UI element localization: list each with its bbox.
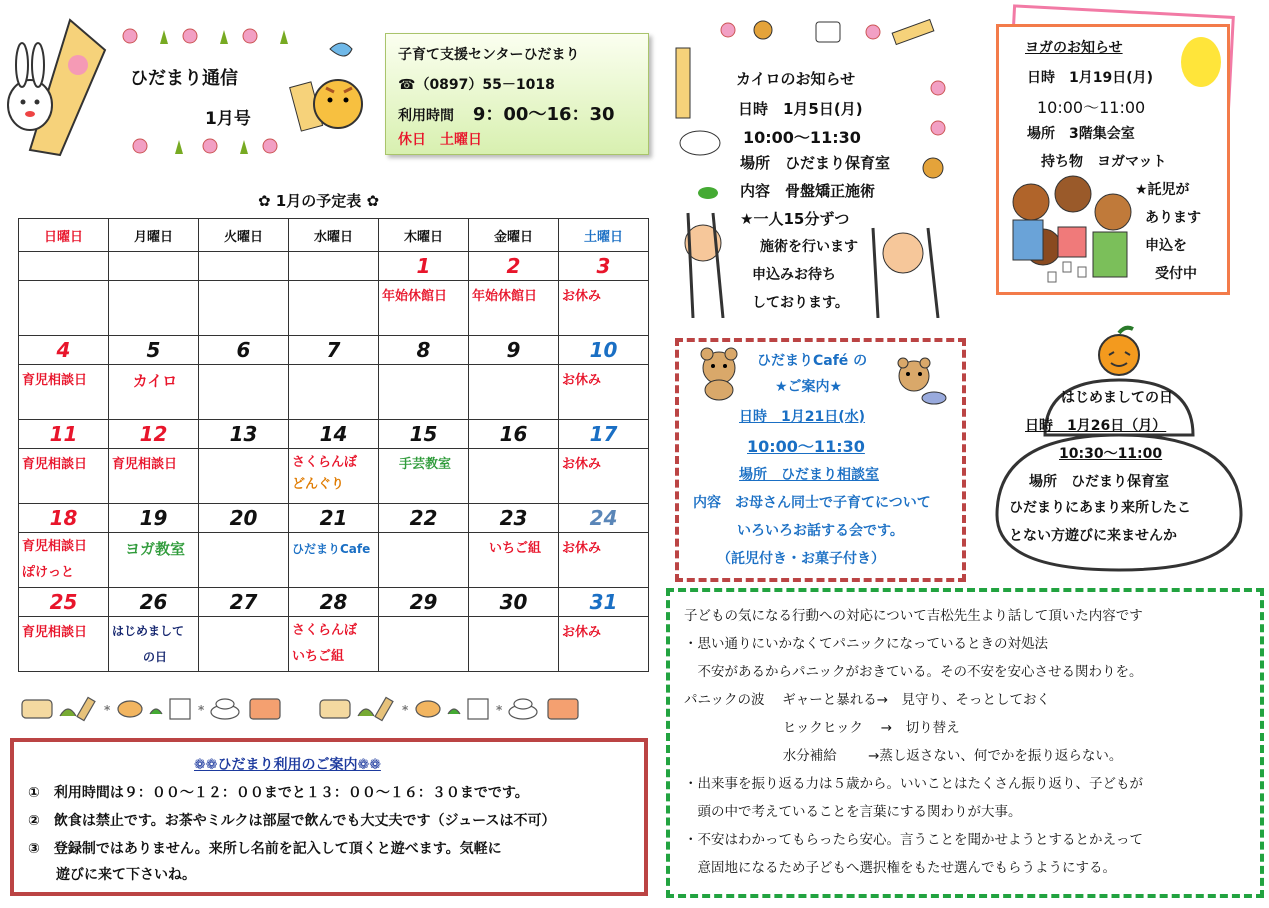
cafe-place: 場所 ひだまり相談室: [739, 467, 879, 483]
event-cell: [559, 449, 649, 504]
event-label: 育児相談日: [112, 457, 178, 472]
event-cell: [109, 617, 199, 672]
event-label: お休み: [562, 373, 602, 388]
event-label: さくらんぼ: [292, 623, 358, 638]
cafe-date: 日時 1月21日(水): [739, 409, 866, 425]
event-label: お休み: [562, 541, 602, 556]
event-label: いちご組: [488, 541, 541, 556]
cafe-note: （託児付き・お菓子付き）: [717, 551, 885, 567]
day-cell: [19, 252, 109, 281]
advice-line: パニックの波 ギャーと暴れる→ 見守り、そっとしておく: [684, 692, 1051, 708]
day-number: 2: [506, 254, 521, 278]
event-cell: [199, 365, 289, 420]
usage-guide-box: [10, 738, 648, 896]
advice-line: 意固地になるため子どもへ選択権をもたせ選んでもらうようにする。: [684, 860, 1116, 876]
kairo-note: ★一人15分ずつ: [740, 210, 850, 228]
day-number: 13: [229, 422, 258, 446]
day-number: 12: [139, 422, 168, 446]
cafe-time: 10:00～11:30: [747, 437, 865, 456]
event-label: 育児相談日: [22, 539, 88, 554]
day-number: 24: [589, 506, 618, 530]
usage-line: ③ 登録制ではありません。来所し名前を記入して頂くと遊べます。気軽に: [28, 841, 502, 857]
kairo-time: 10:00～11:30: [743, 128, 861, 147]
day-cell: [559, 588, 649, 617]
event-cell: [199, 449, 289, 504]
day-cell: [109, 588, 199, 617]
calendar-week-5-events: [19, 617, 649, 672]
weekday-fri: 金曜日: [469, 219, 559, 252]
event-label: 育児相談日: [22, 625, 88, 640]
day-number: 27: [229, 590, 258, 614]
chiropractic-notice: [668, 18, 953, 318]
svg-text:*: *: [496, 703, 503, 717]
day-cell: [469, 504, 559, 533]
day-number: 7: [326, 338, 341, 362]
yoga-date: 日時 1月19日(月): [1027, 70, 1154, 86]
event-cell: [19, 449, 109, 504]
event-label: カイロ: [132, 372, 178, 390]
day-cell: [559, 336, 649, 365]
weekday-mon: 月曜日: [109, 219, 199, 252]
yoga-notice-box: [996, 24, 1230, 295]
day-number: 22: [409, 506, 438, 530]
day-number: 21: [319, 506, 348, 530]
event-label: さくらんぼ: [292, 455, 358, 470]
event-cell: [109, 365, 199, 420]
day-number: 25: [49, 590, 78, 614]
day-number: 10: [589, 338, 618, 362]
newsletter-title: ひだまり通信: [130, 68, 238, 89]
day-cell: [379, 420, 469, 449]
event-cell: [379, 281, 469, 336]
event-cell: [109, 281, 199, 336]
day-number: 20: [229, 506, 258, 530]
day-number: 26: [139, 590, 168, 614]
event-cell: [19, 533, 109, 588]
newsletter-issue: 1月号: [205, 109, 251, 129]
usage-line: ② 飲食は禁止です。お茶やミルクは部屋で飲んでも大丈夫です（ジュースは不可）: [28, 813, 556, 829]
day-number: 4: [56, 338, 71, 362]
event-cell: [559, 617, 649, 672]
event-label: いちご組: [292, 649, 345, 664]
day-number: 3: [596, 254, 611, 278]
usage-line: ① 利用時間は９：００～１２：００までと１３：００～１６：３０までです。: [28, 785, 529, 801]
event-cell: [289, 617, 379, 672]
children-playing-icon: [1003, 172, 1143, 287]
new-year-decoration-strip: [20, 694, 630, 724]
event-cell: [289, 365, 379, 420]
event-cell: [19, 365, 109, 420]
day-number: 5: [146, 338, 161, 362]
cafe-subtitle: ★ご案内★: [775, 379, 843, 395]
day-cell: [19, 336, 109, 365]
yoga-note: あります: [1145, 210, 1201, 226]
day-cell: [469, 336, 559, 365]
event-cell: [289, 449, 379, 504]
event-label: 年始休館日: [382, 289, 448, 304]
day-cell: [289, 336, 379, 365]
event-label: ひだまりCafe: [292, 542, 371, 556]
center-hours-label: 利用時間: [398, 108, 454, 124]
hajime-message: とない方遊びに来ませんか: [1009, 528, 1177, 544]
day-cell: [199, 420, 289, 449]
yoga-note: 申込を: [1145, 238, 1187, 254]
calendar-week-3-days: [19, 420, 649, 449]
day-cell: [469, 420, 559, 449]
event-label: ぽけっと: [22, 565, 75, 580]
new-year-items-icon: [20, 694, 630, 724]
day-cell: [469, 588, 559, 617]
hajime-message: ひだまりにあまり来所したこ: [1009, 500, 1191, 516]
kairo-date: 日時 1月5日(月): [738, 100, 863, 118]
day-number: 16: [499, 422, 528, 446]
event-cell: [469, 617, 559, 672]
svg-text:*: *: [198, 703, 205, 717]
event-cell: [109, 449, 199, 504]
yoga-time: 10:00～11:00: [1037, 98, 1146, 117]
day-cell: [379, 588, 469, 617]
advice-line: ヒックヒック → 切り替え: [684, 720, 960, 736]
day-cell: [379, 336, 469, 365]
event-label: どんぐり: [292, 477, 345, 492]
event-cell: [379, 533, 469, 588]
hajime-place: 場所 ひだまり保育室: [1029, 474, 1169, 490]
calendar-week-1-events: [19, 281, 649, 336]
event-cell: [289, 281, 379, 336]
advice-line: ・不安はわかってもらったら安心。言うことを聞かせようとするとかえって: [684, 832, 1143, 848]
event-cell: [469, 281, 559, 336]
event-cell: [19, 617, 109, 672]
day-cell: [559, 504, 649, 533]
day-cell: [19, 588, 109, 617]
center-name: 子育て支援センターひだまり: [398, 47, 580, 63]
event-cell: [19, 281, 109, 336]
svg-text:*: *: [402, 703, 409, 717]
event-cell: [289, 533, 379, 588]
day-cell: [109, 336, 199, 365]
hajime-date: 日時 1月26日（月）: [1025, 418, 1167, 434]
event-cell: [469, 365, 559, 420]
calendar-week-2-events: [19, 365, 649, 420]
advice-line: 水分補給 →蒸し返さない、何でかを振り返らない。: [684, 748, 1123, 764]
event-cell: [199, 281, 289, 336]
event-cell: [379, 449, 469, 504]
day-cell: [469, 252, 559, 281]
calendar-header-row: [19, 219, 649, 252]
advice-line: 不安があるからパニックがおきている。その不安を安心させる関わりを。: [684, 664, 1143, 680]
day-number: 19: [139, 506, 168, 530]
event-label: 育児相談日: [22, 457, 88, 472]
yoga-note: ★託児が: [1135, 182, 1190, 198]
day-cell: [19, 420, 109, 449]
calendar-week-1-days: [19, 252, 649, 281]
event-label: お休み: [562, 289, 602, 304]
event-label: ヨガ教室: [124, 540, 185, 558]
event-cell: [379, 365, 469, 420]
day-number: 6: [236, 338, 251, 362]
center-hours-row: [398, 100, 615, 126]
day-number: 29: [409, 590, 438, 614]
event-cell: [109, 533, 199, 588]
day-cell: [199, 336, 289, 365]
event-cell: [559, 365, 649, 420]
kairo-note: 施術を行います: [760, 239, 858, 255]
calendar-week-4-events: [19, 533, 649, 588]
event-cell: [469, 449, 559, 504]
day-number: 28: [319, 590, 348, 614]
day-cell: [109, 504, 199, 533]
event-cell: [559, 281, 649, 336]
event-cell: [199, 533, 289, 588]
event-cell: [469, 533, 559, 588]
event-label: 手芸教室: [398, 457, 451, 472]
day-cell: [289, 420, 379, 449]
yoga-title: ヨガのお知らせ: [1025, 40, 1123, 56]
yoga-note: 受付中: [1155, 266, 1197, 282]
yoga-items: 持ち物 ヨガマット: [1041, 154, 1167, 170]
cafe-content: 内容 お母さん同士で子育てについて: [693, 495, 931, 511]
weekday-thu: 木曜日: [379, 219, 469, 252]
event-cell: [199, 617, 289, 672]
event-cell: [379, 617, 469, 672]
day-cell: [289, 252, 379, 281]
day-number: 9: [506, 338, 521, 362]
kairo-note: 申込みお待ち: [752, 267, 836, 283]
day-cell: [559, 420, 649, 449]
day-number: 11: [49, 422, 78, 446]
calendar-table: [18, 218, 649, 672]
calendar-week-4-days: [19, 504, 649, 533]
center-phone: ☎（0897）55－1018: [398, 77, 555, 93]
day-cell: [289, 504, 379, 533]
usage-line: 遊びに来て下さいね。: [28, 867, 196, 883]
kairo-place: 場所 ひだまり保育室: [740, 154, 891, 172]
event-label: 年始休館日: [472, 289, 538, 304]
cafe-notice-box: [675, 338, 966, 582]
day-cell: [379, 504, 469, 533]
day-cell: [379, 252, 469, 281]
weekday-tue: 火曜日: [199, 219, 289, 252]
advice-line: ・思い通りにいかなくてパニックになっているときの対処法: [684, 636, 1048, 652]
hajime-title: はじめましての日: [1061, 390, 1173, 406]
day-number: 31: [589, 590, 618, 614]
event-label: はじめまして: [112, 624, 185, 638]
svg-text:*: *: [104, 703, 111, 717]
day-cell: [199, 252, 289, 281]
day-number: 23: [499, 506, 528, 530]
day-cell: [199, 588, 289, 617]
weekday-sun: 日曜日: [19, 219, 109, 252]
day-number: 18: [49, 506, 78, 530]
day-number: 8: [416, 338, 431, 362]
calendar-week-5-days: [19, 588, 649, 617]
day-cell: [559, 252, 649, 281]
usage-title: ❁❁ひだまり利用のご案内❁❁: [194, 757, 381, 773]
day-cell: [109, 420, 199, 449]
cafe-content: いろいろお話する会です。: [737, 523, 904, 539]
behavior-advice-box: [666, 588, 1264, 898]
event-label: の日: [142, 650, 167, 664]
hajime-time: 10:30～11:00: [1059, 446, 1163, 462]
event-label: お休み: [562, 625, 602, 640]
day-number: 15: [409, 422, 438, 446]
calendar-week-3-events: [19, 449, 649, 504]
center-closed: 休日 土曜日: [398, 132, 482, 148]
cafe-title: ひだまりCafé の: [757, 353, 868, 369]
advice-line: ・出来事を振り返る力は５歳から。いいことはたくさん振り返り、子どもが: [684, 776, 1143, 792]
weekday-sat: 土曜日: [559, 219, 649, 252]
day-cell: [199, 504, 289, 533]
day-cell: [109, 252, 199, 281]
day-number: 1: [416, 254, 431, 278]
center-hours: 9：00～16：30: [472, 104, 615, 125]
day-number: 30: [499, 590, 528, 614]
day-number: 17: [589, 422, 618, 446]
advice-line: 頭の中で考えていることを言葉にする関わりが大事。: [684, 804, 1022, 820]
event-label: 育児相談日: [22, 373, 88, 388]
weekday-wed: 水曜日: [289, 219, 379, 252]
kairo-title: カイロのお知らせ: [736, 70, 856, 88]
advice-line: 子どもの気になる行動への対応について吉松先生より話して頂いた内容です: [684, 608, 1143, 624]
event-cell: [559, 533, 649, 588]
calendar-title: ✿ 1月の予定表 ✿: [258, 192, 380, 210]
center-info-box: [385, 33, 649, 155]
day-number: 14: [319, 422, 348, 446]
first-visit-notice: [985, 325, 1253, 575]
day-cell: [19, 504, 109, 533]
calendar-week-2-days: [19, 336, 649, 365]
kairo-note: しております。: [752, 295, 849, 311]
day-cell: [289, 588, 379, 617]
moon-icon: [1179, 35, 1223, 89]
event-label: お休み: [562, 457, 602, 472]
kairo-content: 内容 骨盤矯正施術: [740, 182, 876, 200]
yoga-place: 場所 3階集会室: [1027, 126, 1135, 142]
